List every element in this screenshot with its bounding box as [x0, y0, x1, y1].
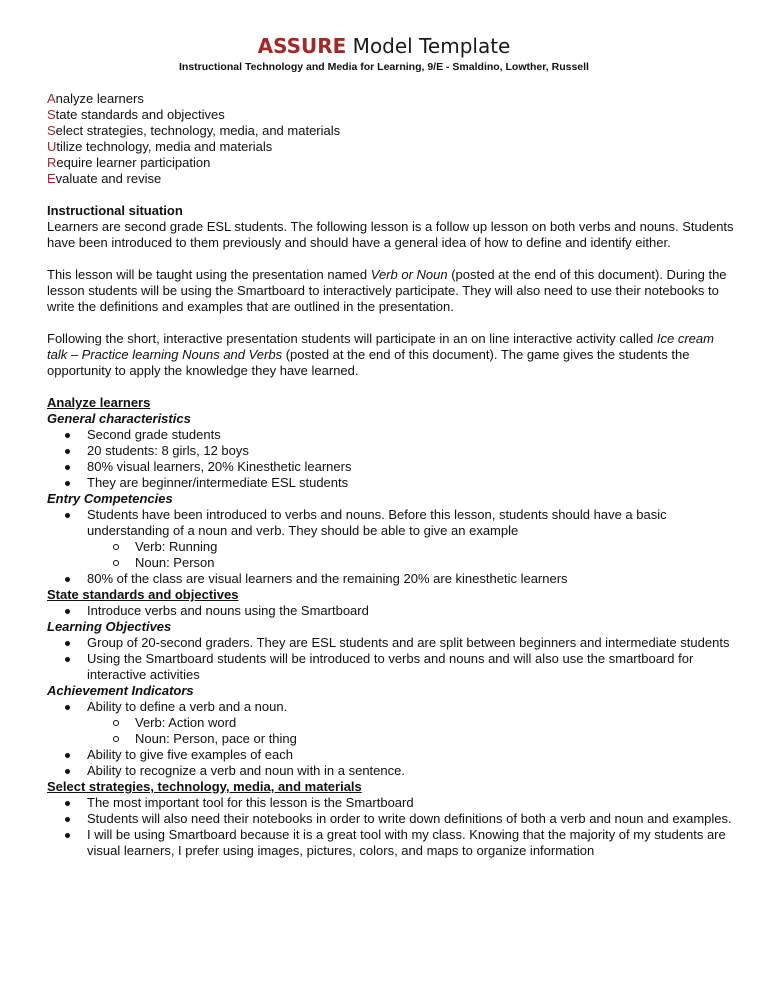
- select-strategies-list: [47, 795, 737, 859]
- acronym-text: elect strategies, technology, media, and materials: [55, 123, 341, 138]
- list-item: Ability to define a verb and a noun.: [47, 699, 737, 715]
- sub-list-item: Noun: Person: [47, 555, 737, 571]
- list-item: Using the Smartboard students will be introduced to verbs and nouns and will also use the smartboard for interactive activities: [47, 651, 737, 683]
- paragraph-text: (posted at the end of this document). The game gives the students the opportunity to apply the knowledge they have learned.: [47, 347, 690, 378]
- acronym-line: [47, 123, 737, 139]
- list-item: Students have been introduced to verbs and nouns. Before this lesson, students should have a basic understanding of a noun and verb. They should be able to give an example: [47, 507, 737, 539]
- acronym-text: equire learner participation: [56, 155, 211, 170]
- activity-title: Ice cream talk – Practice learning Nouns and Verbs: [47, 331, 714, 362]
- list-item: Second grade students: [47, 427, 737, 443]
- list-item: 80% visual learners, 20% Kinesthetic learners: [47, 459, 737, 475]
- general-characteristics-list: [47, 427, 737, 491]
- achievement-indicators-list: [47, 699, 737, 779]
- state-standards-list: [47, 603, 737, 619]
- state-standards-heading: State standards and objectives: [47, 587, 239, 602]
- list-item: They are beginner/intermediate ESL students: [47, 475, 737, 491]
- learning-objectives-list: [47, 635, 737, 683]
- paragraph-text: Following the short, interactive presentation students will participate in an on line interactive activity called: [47, 331, 657, 346]
- presentation-title: Verb or Noun: [370, 267, 448, 282]
- learning-objectives-heading: Learning Objectives: [47, 619, 172, 634]
- list-item: I will be using Smartboard because it is a great tool with my class. Knowing that the majority of my students are visual learners, I prefer using images, pictures, colors, and maps to organize information: [47, 827, 737, 859]
- list-item: 80% of the class are visual learners and the remaining 20% are kinesthetic learners: [47, 571, 737, 587]
- acronym-line: [47, 171, 737, 187]
- general-characteristics-heading: General characteristics: [47, 411, 191, 426]
- sub-list-item: Verb: Action word: [47, 715, 737, 731]
- acronym-line: [47, 139, 737, 155]
- situation-paragraph-3: [47, 331, 737, 379]
- select-strategies-heading: Select strategies, technology, media, and materials: [47, 779, 362, 794]
- acronym-text: tilize technology, media and materials: [56, 139, 273, 154]
- page-subtitle: Instructional Technology and Media for Learning, 9/E - Smaldino, Lowther, Russell: [179, 61, 589, 73]
- acronym-line: [47, 155, 737, 171]
- acronym-letter: S: [47, 107, 56, 122]
- situation-paragraph-2: [47, 267, 737, 315]
- sub-list-item: Noun: Person, pace or thing: [47, 731, 737, 747]
- title-rest: Model Template: [346, 34, 511, 58]
- acronym-letter: U: [47, 139, 57, 154]
- acronym-letter: A: [47, 91, 56, 106]
- acronym-text: tate standards and objectives: [55, 107, 225, 122]
- achievement-indicators-heading: Achievement Indicators: [47, 683, 194, 698]
- acronym-line: [47, 91, 737, 107]
- acronym-text: nalyze learners: [55, 91, 144, 106]
- situation-heading: Instructional situation: [47, 203, 183, 218]
- page-title: [0, 34, 768, 58]
- sub-list-item: Verb: Running: [47, 539, 737, 555]
- paragraph-text: (posted at the end of this document). During the lesson students will be using the Smartboard to interactively participate. They will also need to use their notebooks to write the definitions and examples that are outlined in the presentation.: [47, 267, 727, 314]
- situation-paragraph-1: Learners are second grade ESL students. The following lesson is a follow up lesson on both verbs and nouns. Students have been introduced to them previously and should have a general idea of how to define and identify either.: [47, 219, 734, 250]
- entry-competencies-heading: Entry Competencies: [47, 491, 173, 506]
- acronym-list: [47, 91, 737, 187]
- list-item: The most important tool for this lesson is the Smartboard: [47, 795, 737, 811]
- list-item: Students will also need their notebooks in order to write down definitions of both a verb and noun and examples.: [47, 811, 737, 827]
- document-body: [47, 91, 737, 859]
- title-accent: ASSURE: [257, 34, 347, 58]
- acronym-text: valuate and revise: [55, 171, 162, 186]
- list-item: Introduce verbs and nouns using the Smartboard: [47, 603, 737, 619]
- acronym-letter: E: [47, 171, 56, 186]
- acronym-letter: R: [47, 155, 57, 170]
- analyze-heading: Analyze learners: [47, 395, 151, 410]
- list-item: 20 students: 8 girls, 12 boys: [47, 443, 737, 459]
- list-item: Ability to recognize a verb and noun with in a sentence.: [47, 763, 737, 779]
- acronym-line: [47, 107, 737, 123]
- entry-competencies-list: [47, 507, 737, 587]
- acronym-letter: S: [47, 123, 56, 138]
- list-item: Group of 20-second graders. They are ESL students and are split between beginners and intermediate students: [47, 635, 737, 651]
- list-item: Ability to give five examples of each: [47, 747, 737, 763]
- paragraph-text: This lesson will be taught using the presentation named: [47, 267, 371, 282]
